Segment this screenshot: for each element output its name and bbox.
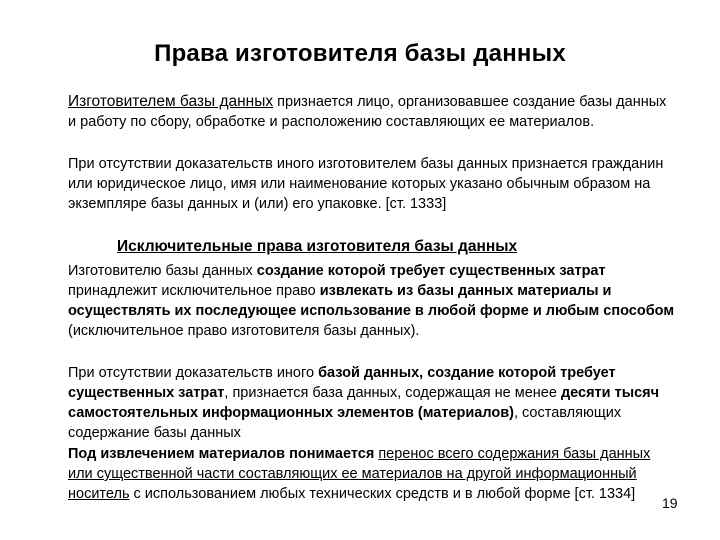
paragraph-presumption: При отсутствии доказательств иного изготовителем базы данных признается гражданин или юридическое лицо, имя или наименование которых указано обычным образом на экземпляре базы данных и (или) его упаковке. [ст. 1333] [68,156,664,212]
exclusive-rights-heading: Исключительные права изготовителя базы данных [117,238,518,255]
text: При отсутствии доказательств иного [68,365,319,381]
paragraph-manufacturer-definition [68,92,678,132]
text: , составляющих содержание базы данных [68,405,622,441]
text: принадлежит исключительное право [68,283,320,299]
emphasis-database: базой данных, создание которой требует существенных затрат [68,365,616,401]
paragraph-exclusive-right [68,261,678,341]
underlined-transfer: перенос всего содержания базы данных или существенной части составляющих ее материалов на другой информационный носитель [68,446,651,502]
term-manufacturer: Изготовителем базы данных [68,93,274,110]
text: , признается база данных, содержащая не менее [224,385,561,401]
text: признается лицо, организовавшее создание базы данных и работу по сбору, обработке и расположению составляющих ее материалов. [68,94,667,130]
text: (исключительное право изготовителя базы данных). [68,323,420,339]
slide-title: Права изготовителя базы данных [154,40,566,67]
text: Изготовителю базы данных [68,263,257,279]
emphasis-extract: извлекать из базы данных материалы и осуществлять их последующее использование в любой форме и любым способом [68,283,675,319]
paragraph-extraction-definition [68,444,658,504]
text: с использованием любых технических средств и в любой форме [ст. 1334] [129,486,636,502]
page-number: 19 [662,495,678,511]
emphasis-ten-thousand: десяти тысяч самостоятельных информационных элементов (материалов) [68,385,660,421]
emphasis-extraction: Под извлечением материалов понимается [68,446,375,462]
emphasis-costs: создание которой требует существенных затрат [256,263,606,279]
paragraph-database-presumption [68,363,678,443]
